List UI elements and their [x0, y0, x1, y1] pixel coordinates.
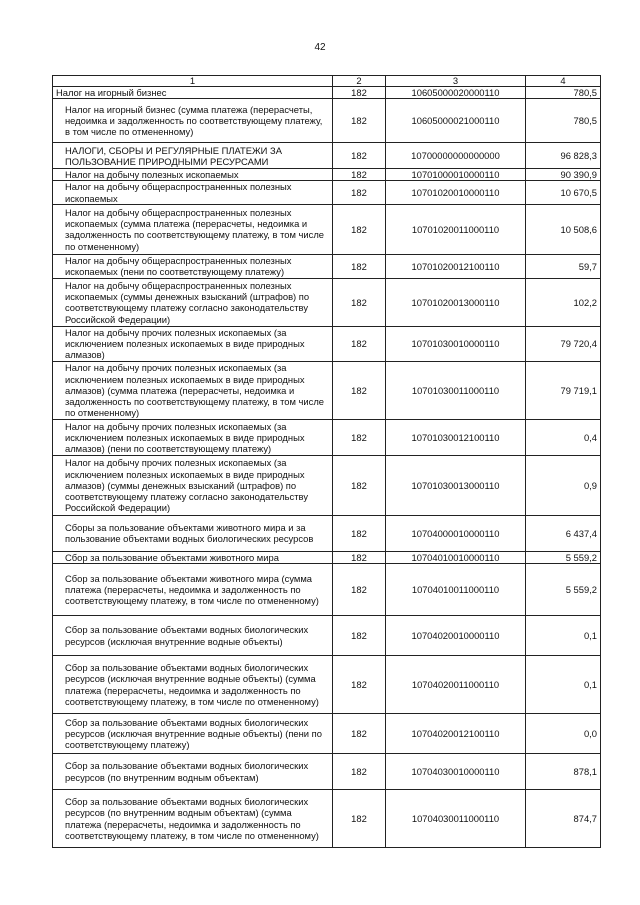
row-amount: 0,9 [526, 455, 601, 515]
header-col-4: 4 [526, 76, 601, 87]
row-name: Налог на добычу полезных ископаемых [53, 169, 333, 181]
revenue-table [52, 75, 601, 848]
row-amount: 874,7 [526, 790, 601, 848]
row-budget-code: 10605000020000110 [386, 87, 526, 99]
row-amount: 780,5 [526, 99, 601, 143]
row-amount: 5 559,2 [526, 551, 601, 563]
row-name: Налог на игорный бизнес [53, 87, 333, 99]
row-name: Налог на игорный бизнес (сумма платежа (перерасчеты, недоимка и задолженность по соответствующему платежу, в том числе по отмененному) [53, 99, 333, 143]
row-amount: 102,2 [526, 278, 601, 326]
row-budget-code: 10701020011000110 [386, 204, 526, 254]
table-header-row [53, 76, 601, 87]
row-admin-code: 182 [333, 326, 386, 361]
row-name: Сбор за пользование объектами животного мира [53, 551, 333, 563]
row-name: Налог на добычу прочих полезных ископаемых (за исключением полезных ископаемых в виде природных алмазов) [53, 326, 333, 361]
row-name: Сбор за пользование объектами водных биологических ресурсов (исключая внутренние водные объекты) (пени по соответствующему платежу) [53, 714, 333, 754]
row-name: Налог на добычу общераспространенных полезных ископаемых (пени по соответствующему платежу) [53, 254, 333, 278]
row-name: Налог на добычу прочих полезных ископаемых (за исключением полезных ископаемых в виде природных алмазов) (суммы денежных взысканий (штрафов) по соответствующему платежу согласно законодательству Российской Федерации) [53, 455, 333, 515]
row-admin-code: 182 [333, 181, 386, 204]
row-admin-code: 182 [333, 616, 386, 656]
table-row [53, 326, 601, 361]
table-row [53, 551, 601, 563]
row-budget-code: 10701020012100110 [386, 254, 526, 278]
row-budget-code: 10704020010000110 [386, 616, 526, 656]
table-row [53, 754, 601, 790]
row-name: Налог на добычу общераспространенных полезных ископаемых (суммы денежных взысканий (штрафов) по соответствующему платежу согласно законодательству Российской Федерации) [53, 278, 333, 326]
row-admin-code: 182 [333, 169, 386, 181]
row-budget-code: 10701030010000110 [386, 326, 526, 361]
table-row [53, 515, 601, 551]
header-col-1: 1 [53, 76, 333, 87]
row-admin-code: 182 [333, 278, 386, 326]
row-amount: 90 390,9 [526, 169, 601, 181]
table-row [53, 790, 601, 848]
row-admin-code: 182 [333, 754, 386, 790]
row-budget-code: 10704020011000110 [386, 656, 526, 714]
table-row [53, 87, 601, 99]
row-amount: 79 719,1 [526, 361, 601, 419]
header-col-3: 3 [386, 76, 526, 87]
row-amount: 0,1 [526, 656, 601, 714]
table-row [53, 254, 601, 278]
row-amount: 0,4 [526, 419, 601, 455]
row-name: Налог на добычу общераспространенных полезных ископаемых (сумма платежа (перерасчеты, недоимка и задолженность по соответствующему платежу, в том числе по отмененному) [53, 204, 333, 254]
table-row [53, 714, 601, 754]
row-admin-code: 182 [333, 515, 386, 551]
row-budget-code: 10701030012100110 [386, 419, 526, 455]
table-row [53, 181, 601, 204]
row-budget-code: 10704010011000110 [386, 564, 526, 616]
row-name: Сбор за пользование объектами водных биологических ресурсов (исключая внутренние водные объекты) [53, 616, 333, 656]
table-row [53, 455, 601, 515]
row-name: Сборы за пользование объектами животного мира и за пользование объектами водных биологических ресурсов [53, 515, 333, 551]
row-name: Налог на добычу общераспространенных полезных ископаемых [53, 181, 333, 204]
table-row [53, 564, 601, 616]
row-amount: 10 508,6 [526, 204, 601, 254]
table-row [53, 656, 601, 714]
row-admin-code: 182 [333, 361, 386, 419]
row-budget-code: 10704010010000110 [386, 551, 526, 563]
row-budget-code: 10704030011000110 [386, 790, 526, 848]
row-name: НАЛОГИ, СБОРЫ И РЕГУЛЯРНЫЕ ПЛАТЕЖИ ЗА ПОЛЬЗОВАНИЕ ПРИРОДНЫМИ РЕСУРСАМИ [53, 143, 333, 169]
row-budget-code: 10701030011000110 [386, 361, 526, 419]
row-admin-code: 182 [333, 99, 386, 143]
row-budget-code: 10704030010000110 [386, 754, 526, 790]
row-admin-code: 182 [333, 143, 386, 169]
row-admin-code: 182 [333, 204, 386, 254]
row-name: Сбор за пользование объектами водных биологических ресурсов (по внутренним водным объектам) (сумма платежа (перерасчеты, недоимка и задолженность по соответствующему платежу, в том числе по отмененному) [53, 790, 333, 848]
row-admin-code: 182 [333, 564, 386, 616]
row-budget-code: 10701020013000110 [386, 278, 526, 326]
table-row [53, 278, 601, 326]
row-name: Налог на добычу прочих полезных ископаемых (за исключением полезных ископаемых в виде природных алмазов) (сумма платежа (перерасчеты, недоимка и задолженность по соответствующему платежу, в том числе по отмененному) [53, 361, 333, 419]
row-admin-code: 182 [333, 790, 386, 848]
row-amount: 0,0 [526, 714, 601, 754]
row-admin-code: 182 [333, 455, 386, 515]
row-name: Сбор за пользование объектами водных биологических ресурсов (по внутренним водным объектам) [53, 754, 333, 790]
table-row [53, 204, 601, 254]
row-admin-code: 182 [333, 656, 386, 714]
table-row [53, 419, 601, 455]
table-row [53, 169, 601, 181]
row-amount: 96 828,3 [526, 143, 601, 169]
row-amount: 6 437,4 [526, 515, 601, 551]
row-budget-code: 10701030013000110 [386, 455, 526, 515]
row-amount: 0,1 [526, 616, 601, 656]
row-name: Сбор за пользование объектами животного мира (сумма платежа (перерасчеты, недоимка и задолженность по соответствующему платежу, в том числе по отмененному) [53, 564, 333, 616]
row-amount: 5 559,2 [526, 564, 601, 616]
row-budget-code: 10704020012100110 [386, 714, 526, 754]
row-amount: 780,5 [526, 87, 601, 99]
row-budget-code: 10701020010000110 [386, 181, 526, 204]
row-amount: 10 670,5 [526, 181, 601, 204]
row-name: Налог на добычу прочих полезных ископаемых (за исключением полезных ископаемых в виде природных алмазов) (пени по соответствующему платежу) [53, 419, 333, 455]
row-admin-code: 182 [333, 254, 386, 278]
row-admin-code: 182 [333, 419, 386, 455]
row-budget-code: 10605000021000110 [386, 99, 526, 143]
table-row [53, 143, 601, 169]
row-amount: 79 720,4 [526, 326, 601, 361]
row-admin-code: 182 [333, 87, 386, 99]
table-row [53, 99, 601, 143]
row-budget-code: 10701000010000110 [386, 169, 526, 181]
row-amount: 59,7 [526, 254, 601, 278]
table-row [53, 616, 601, 656]
header-col-2: 2 [333, 76, 386, 87]
row-admin-code: 182 [333, 714, 386, 754]
row-amount: 878,1 [526, 754, 601, 790]
row-budget-code: 10704000010000110 [386, 515, 526, 551]
table-row [53, 361, 601, 419]
row-name: Сбор за пользование объектами водных биологических ресурсов (исключая внутренние водные объекты) (сумма платежа (перерасчеты, недоимка и задолженность по соответствующему платежу, в том числе по отмененному) [53, 656, 333, 714]
page-number: 42 [314, 42, 326, 53]
row-admin-code: 182 [333, 551, 386, 563]
row-budget-code: 10700000000000000 [386, 143, 526, 169]
